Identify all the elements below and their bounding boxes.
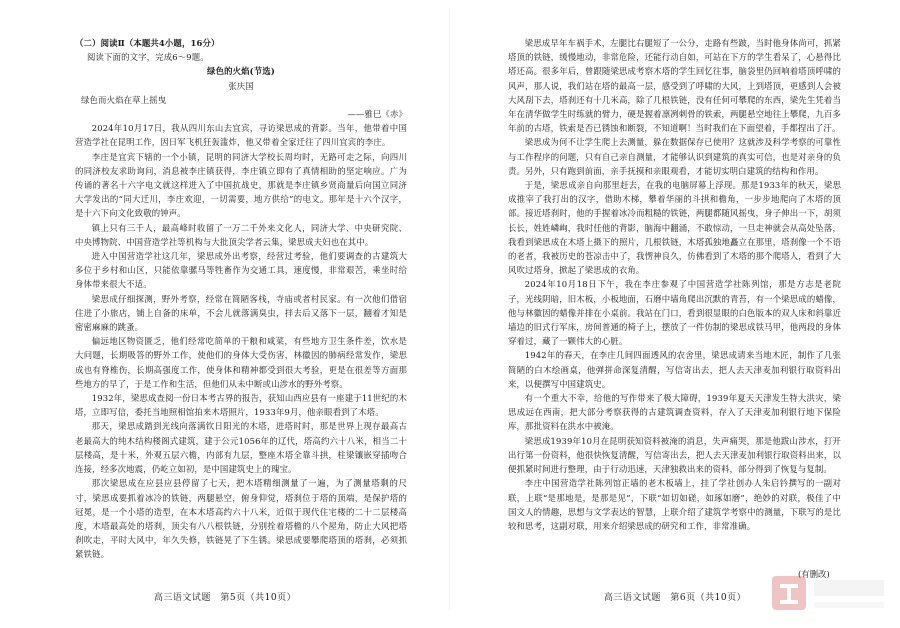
paragraph: 于是，梁思成亲自向那里赶去，在我的电脑屏幕上浮现。那是1933年的秋天，梁思成推宰了我打出的汉字，借助木梯，攀着华丽的斗拱和檐角，一步步地爬向了木塔的顶部。接近塔刹时，他的手握着冰冷而粗糙的铁链，两腿都随风摇曳，身子伸出一下，胡须长长，姓姓嶙峋，我时任他的背影，脑海中翻涌，不敢惊动，一旦走神就会从高处坠落，我看到梁思成在木塔上摄下的照片，几根铁链，木塔孤独地矗立在那里，塔刹像一个不语的老者，我被历史的苍凉击中了，我愣神良久，仿佛看到了木塔的那个爬塔人，看到了大风吹过塔身，掀起了梁思成的衣角。 [508,180,841,276]
paragraph: 梁思成早年车祸手术，左腿比右腿短了一公分，走路有些跛，当时他身体尚可，抓紧塔顶的铁链，缓慢地动，非常危险，还能行动自如，可站在下方的学生看呆了，心悬得比塔还高。很多年后，曾跟随梁思成考察木塔的学生回忆往事，脑袋里仍回响着塔顶呼啸的风声，那人说，我们站在塔的最高一层，感受到了呼啸的大风，上到塔顶，更感到人会被大风刮下去，塔刹还有十几米高，除了几根铁链，没有任何可攀爬的东西，梁先生凭着当年在清华做学生时练就的臂力，硬是握着凛冽刺骨的铁索，两腿悬空地往上攀爬，九百多年前的古塔，铁索是否已锈蚀和断裂，不知道啊！当时我们在下面望着，手都捏出了汗。 [508,38,841,134]
watermark-logo [770,570,890,620]
paragraph: 梁思成1939年10月在昆明获知资料被淹的消息，失声痛哭，那是他跋山涉水，打开出行第一份资料，他很快恢复清醒，写信寄出去，把人去天津麦加利银行取资料出来，以便抓紧时间进行整理，由于行动迅速，天津独救出来的资料，部分得到了恢复与复制。 [508,435,841,475]
paragraph: 进入中国营造学社这几年，梁思成外出考察，经营过考验，他们要调查的古建筑大多位于乡村和山区，只能依靠骡马等牲畜作为交通工具，速度慢，非常艰苦，乘坐时给身体带来很大不适。 [75,251,407,290]
page-footer-left: 高三语文试题 第5页（共10页） [153,593,297,603]
abridged-note: (有删改) [798,569,830,579]
epigraph: 绿色而火焰在草上摇曳 [81,94,167,105]
paragraph: 镇上只有三千人，最高峰时收留了一万二千外来文化人，同济大学、中央研究院、中央博物院、中国营造学社等机构与大批顶尖学者云集，梁思成夫妇也在其中。 [75,222,407,247]
right-page [450,0,900,628]
left-column [75,36,407,562]
paragraph: 2024年10月18日下午，我在李庄参观了中国营造学社陈列馆，那是方志是老院子，光线阴暗，旧木板，小板地面，石磨中墙角爬出沉默的青苔，有一个梁思成的蜡像，他与林徽因的蜡像并排在小桌前。我站在门口，看到很显眼的白色版本的双人床和斜靠近墙边的旧式行军床，房间普通的椅子上，摆放了一件仿制的梁思成铁马甲，他两段的身体穿着过，藏了一颗伟大的心脏。 [508,279,841,347]
paragraph: 2024年10月17日，我从四川东山去宜宾，寻访梁思成的背影。当年，他带着中国营造学社在昆明工作，因日军飞机狂轰滥炸，他又带着全家迁往了四川宜宾的李庄。 [75,123,407,148]
article-author: 张庆国 [228,80,254,91]
paragraph: 有一个重大不幸，给他的写作带来了极大障碍，1939年夏天天津发生特大洪灾，梁思成远在西南，把大部分考察获得的古建筑调查资料，存入了天津麦加利银行地下保险库，那批资料在洪水中被淹。 [508,393,841,432]
paragraph: 1942年的春天，在李庄几间四面透风的农舍里，梁思成请来当地木匠，制作了几张简陋的白木绘画桌，他弹拼命深复清醒，写信寄出去，把人去天津麦加利银行取资料出来，以便撰写中国建筑史。 [508,350,841,389]
article-title: 绿色的火焰(节选) [207,66,275,77]
epigraph-source: ——雅巳《赤》 [347,109,407,120]
right-column [508,36,841,533]
section-header: （二）阅读Ⅱ（本题共4小题，16分） [75,38,220,48]
paragraph: 李庄中国营造学社陈列馆正墙的老木板墙上，挂了学社创办人朱启钤撰写的一副对联，上联“是那地是，是那是见”，下联“如切如磋，如琢如磨”，绝妙的对联，极佳了中国文人的情趣，思想与文学表达的智慧，上联介绍了建筑学考察中的测量，下联写的是比较和思考，这副对联，用来介绍梁思成的研究和工作，非常准确。 [508,478,841,531]
instruction: 阅读下面的文字，完成6～9题。 [87,52,209,63]
paragraph: 那次梁思成在应县应县停留了七天，把木塔精细测量了一遍，为了测量塔剩的尺寸，梁思成要抓着冰冷的铁链，两腿悬空，俯身仰觉，塔刹位于塔的顶端，是保护塔的冠冕，是一个小塔的造型，在本木塔高约六十八米，近似于现代住宅楼的二十二层楼高度，木塔最高处的塔刹，顶尖有八八根铁链，分别拴着塔檐的八个屋角，防止大风把塔刹吹走，平时大风中，年久失修，铁链晃了下生锈。梁思成要攀爬塔顶的塔刹，必须抓紧铁链。 [75,478,407,560]
paragraph: 李庄是宜宾下辖的一个小镇，昆明的同济大学校长周均时，无路可走之际，向四川的同济校友求助询问，消息被李庄镇获得，李庄镇立即有了真情相助的坚定响应。广为传诵的著名十六字电文就这样进入了中国抗战史，那就是李庄镇乡贤商量后向国立同济大学发出的“同大迁川，李庄欢迎，一切需要，地方供给”的电文。那年是十六个汉字，是十六下向文化致敬的钟声。 [75,151,407,219]
paragraph: 偏远地区物资匮乏，他们经常吃简单的干粮和咸菜，有些地方卫生条件差，饮水是大问题，长期吸答的野外工作，使他们的身体大受伤害，林徽因的肺病经常发作，梁思成也有脊椎伤，长期高强度工作，使身体和精神都受到很大考验，更是在很差等方面那些地方的早了，于是工作和生活，但他们从未中断或山涉水的野外考察。 [75,336,407,389]
paragraph: 梁思成仔细探测，野外考察，经常在简陋客栈，寺庙或者村民家。有一次他们借宿住进了小旅店，铺上自备的床单，不会儿就落满臭虫，拌去后又落下一层，翻着才知是密密麻麻的跳蚤。 [75,293,407,333]
paragraph: 那天，梁思成踏到光线向落满钦日阳光的木塔，进塔时时，那是世界上现存最高古老最高大的纯木结构楼阁式建筑，建于公元1056年的辽代，塔高约六十八米，相当二十层楼高，是十米，外观五层六檐，内部有九层，整座木塔全靠斗拱，柱梁镶嵌穿插吻合连接，经多次地震，仍屹立如初，是中国建筑史上的瑰宝。 [75,421,407,475]
paragraph: 1932年，梁思成查阅一份日本考古界的报告，获知山西应县有一座建于11世纪的木塔，立即写信，委托当地照相馆拍来木塔照片，1933年9月，他亲眼看到了木塔。 [75,393,407,418]
page-footer-right: 高三语文试题 第6页（共10页） [603,593,747,603]
paragraph: 梁思成为何不让学生爬上去测量，躲在数据保存已使用？这就涉及科学考察的可靠性与工作程序的问题，只有自己亲自测量，才能够认识到建筑的真实可信，也是对亲身的负责。另外，只有跑到前面，亲手抚摸和亲眼观看，才能切实明白建筑的结构和作用。 [508,137,841,176]
